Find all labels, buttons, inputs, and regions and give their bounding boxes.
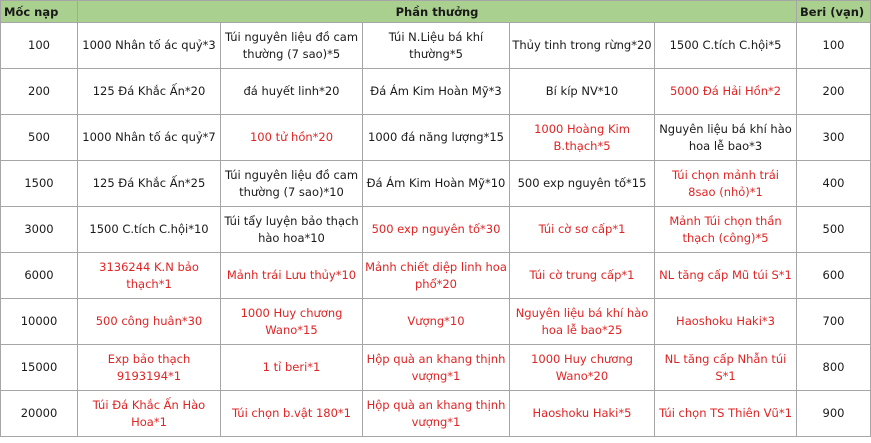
reward-cell: 125 Đá Khắc Ấn*20 [78, 69, 221, 115]
reward-cell: Thủy tinh trong rừng*20 [510, 23, 655, 69]
reward-cell: Túi cờ trung cấp*1 [510, 253, 655, 299]
reward-cell: Exp bảo thạch 9193194*1 [78, 345, 221, 391]
beri-cell: 500 [797, 207, 871, 253]
moc-nap-cell: 6000 [1, 253, 78, 299]
header-moc-nap: Mốc nạp [1, 1, 78, 23]
reward-cell: Mảnh chiết diệp linh hoa phổ*20 [363, 253, 510, 299]
moc-nap-cell: 100 [1, 23, 78, 69]
moc-nap-cell: 3000 [1, 207, 78, 253]
header-row [1, 1, 871, 23]
table-row [1, 161, 871, 207]
reward-cell: Mảnh Túi chọn thần thạch (công)*5 [655, 207, 797, 253]
reward-cell: Hộp quà an khang thịnh vượng*1 [363, 391, 510, 437]
reward-cell: 125 Đá Khắc Ấn*25 [78, 161, 221, 207]
reward-cell: Túi cờ sơ cấp*1 [510, 207, 655, 253]
beri-cell: 800 [797, 345, 871, 391]
reward-cell: NL tăng cấp Nhẫn túi S*1 [655, 345, 797, 391]
beri-cell: 200 [797, 69, 871, 115]
reward-cell: Túi N.Liệu bá khí thường*5 [363, 23, 510, 69]
reward-cell: 500 exp nguyên tố*15 [510, 161, 655, 207]
reward-cell: 500 công huân*30 [78, 299, 221, 345]
beri-cell: 300 [797, 115, 871, 161]
reward-cell: 1000 Huy chương Wano*15 [221, 299, 363, 345]
table-row [1, 345, 871, 391]
reward-cell: Đá Ám Kim Hoàn Mỹ*3 [363, 69, 510, 115]
reward-cell: Nguyên liệu bá khí hào hoa lễ bao*25 [510, 299, 655, 345]
moc-nap-cell: 10000 [1, 299, 78, 345]
reward-cell: Túi chọn TS Thiên Vũ*1 [655, 391, 797, 437]
reward-cell: Hộp quà an khang thịnh vượng*1 [363, 345, 510, 391]
reward-cell: 1500 C.tích C.hội*10 [78, 207, 221, 253]
reward-cell: 5000 Đá Hải Hồn*2 [655, 69, 797, 115]
reward-cell: Túi tẩy luyện bảo thạch hào hoa*10 [221, 207, 363, 253]
header-beri: Beri (vạn) [797, 1, 871, 23]
reward-cell: 3136244 K.N bảo thạch*1 [78, 253, 221, 299]
table-row [1, 207, 871, 253]
beri-cell: 900 [797, 391, 871, 437]
beri-cell: 100 [797, 23, 871, 69]
moc-nap-cell: 20000 [1, 391, 78, 437]
table-row [1, 115, 871, 161]
reward-cell: 1 tỉ beri*1 [221, 345, 363, 391]
table-row [1, 69, 871, 115]
reward-cell: 1000 Nhân tố ác quỷ*7 [78, 115, 221, 161]
table-row [1, 391, 871, 437]
table-row [1, 253, 871, 299]
reward-rows [1, 23, 871, 437]
reward-cell: Haoshoku Haki*3 [655, 299, 797, 345]
reward-cell: 500 exp nguyên tố*30 [363, 207, 510, 253]
reward-cell: 1000 Hoàng Kim B.thạch*5 [510, 115, 655, 161]
reward-cell: 100 tử hồn*20 [221, 115, 363, 161]
reward-cell: đá huyết linh*20 [221, 69, 363, 115]
moc-nap-cell: 200 [1, 69, 78, 115]
reward-cell: Vượng*10 [363, 299, 510, 345]
header-phan-thuong: Phần thưởng [78, 1, 797, 23]
moc-nap-cell: 15000 [1, 345, 78, 391]
reward-cell: Túi nguyên liệu đồ cam thường (7 sao)*5 [221, 23, 363, 69]
reward-cell: Bí kíp NV*10 [510, 69, 655, 115]
beri-cell: 700 [797, 299, 871, 345]
beri-cell: 400 [797, 161, 871, 207]
reward-cell: Túi Đá Khắc Ấn Hào Hoa*1 [78, 391, 221, 437]
reward-cell: Haoshoku Haki*5 [510, 391, 655, 437]
reward-cell: 1000 Huy chương Wano*20 [510, 345, 655, 391]
reward-cell: Túi nguyên liệu đồ cam thường (7 sao)*10 [221, 161, 363, 207]
moc-nap-cell: 500 [1, 115, 78, 161]
reward-cell: NL tăng cấp Mũ túi S*1 [655, 253, 797, 299]
reward-cell: 1500 C.tích C.hội*5 [655, 23, 797, 69]
moc-nap-cell: 1500 [1, 161, 78, 207]
beri-cell: 600 [797, 253, 871, 299]
reward-cell: Nguyên liệu bá khí hào hoa lễ bao*3 [655, 115, 797, 161]
reward-cell: 1000 đá năng lượng*15 [363, 115, 510, 161]
reward-cell: Túi chọn mảnh trái 8sao (nhỏ)*1 [655, 161, 797, 207]
table-row [1, 299, 871, 345]
table-row [1, 23, 871, 69]
reward-cell: Mảnh trái Lưu thủy*10 [221, 253, 363, 299]
reward-cell: Túi chọn b.vật 180*1 [221, 391, 363, 437]
reward-cell: Đá Ám Kim Hoàn Mỹ*10 [363, 161, 510, 207]
reward-cell: 1000 Nhân tố ác quỷ*3 [78, 23, 221, 69]
